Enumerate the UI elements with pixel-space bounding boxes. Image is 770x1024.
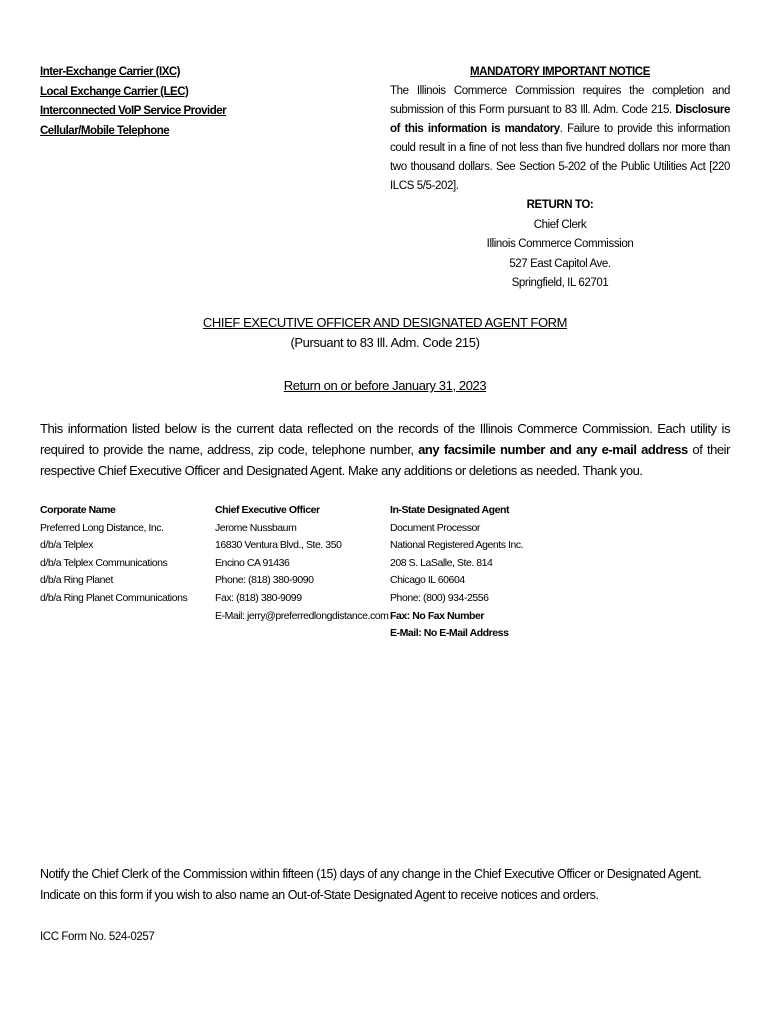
intro-paragraph bbox=[40, 418, 730, 481]
intro-text-2: of their respective Chief Executive Officer and Designated Agent. Make any additions or deletions as needed. Thank you. bbox=[40, 442, 731, 478]
intro-text-1: This information listed below is the current data reflected on the records of the Illinois Commerce Commission. Each utility is required to provide the name, address, zip code, telephone number, bbox=[40, 421, 730, 457]
return-deadline: Return on or before January 31, 2023 bbox=[283, 378, 487, 393]
notice-text-2: . Failure to provide this information could result in a fine of not less than five hundred dollars nor more than two thousand dollars. See Section 5-202 of the Public Utilities Act [220 ILCS 5/5-202]. bbox=[390, 123, 730, 192]
return-to-line: Chief Clerk bbox=[533, 218, 587, 231]
ceo-line: 16830 Ventura Blvd., Ste. 350 bbox=[215, 539, 342, 552]
corporate-name-line: d/b/a Ring Planet bbox=[40, 574, 113, 587]
designated-agent-line: Chicago IL 60604 bbox=[390, 574, 465, 587]
ceo-line: Phone: (818) 380-9090 bbox=[215, 574, 314, 587]
carrier-type-voip: Interconnected VoIP Service Provider bbox=[40, 105, 227, 117]
notify-line-2: Indicate on this form if you wish to also name an Out-of-State Designated Agent to receive notices and orders. bbox=[40, 888, 599, 902]
mandatory-notice bbox=[390, 63, 730, 196]
designated-agent-line: Phone: (800) 934-2556 bbox=[390, 591, 489, 604]
ceo-line: E-Mail: jerry@preferredlongdistance.com bbox=[215, 609, 389, 622]
form-number: ICC Form No. 524-0257 bbox=[40, 931, 155, 943]
notice-text-bold: Disclosure of this information is mandatory bbox=[390, 104, 730, 135]
notice-heading: MANDATORY IMPORTANT NOTICE bbox=[470, 66, 650, 78]
corporate-name-column bbox=[40, 502, 210, 608]
return-to-line: Illinois Commerce Commission bbox=[486, 238, 634, 250]
designated-agent-heading: In-State Designated Agent bbox=[390, 504, 510, 516]
designated-agent-line: Document Processor bbox=[390, 521, 480, 534]
return-to-line: 527 East Capitol Ave. bbox=[509, 257, 611, 270]
return-to-line: Springfield, IL 62701 bbox=[511, 277, 609, 289]
ceo-heading: Chief Executive Officer bbox=[215, 504, 320, 516]
return-to-address bbox=[390, 196, 730, 294]
ceo-column bbox=[215, 502, 390, 625]
designated-agent-line: 208 S. LaSalle, Ste. 814 bbox=[390, 556, 493, 569]
carrier-type-cellular: Cellular/Mobile Telephone bbox=[40, 124, 170, 137]
corporate-name-heading: Corporate Name bbox=[40, 504, 116, 516]
ceo-line: Fax: (818) 380-9099 bbox=[215, 591, 302, 604]
form-title-block bbox=[0, 313, 770, 353]
notice-body bbox=[390, 82, 730, 196]
corporate-name-line: Preferred Long Distance, Inc. bbox=[40, 521, 164, 534]
form-title: CHIEF EXECUTIVE OFFICER AND DESIGNATED AGENT FORM bbox=[202, 315, 568, 330]
intro-text-bold: any facsimile number and any e-mail address bbox=[418, 442, 688, 457]
ceo-line: Jerome Nussbaum bbox=[215, 521, 297, 534]
ceo-line: Encino CA 91436 bbox=[215, 556, 290, 569]
corporate-name-line: d/b/a Telplex Communications bbox=[40, 556, 168, 569]
designated-agent-email: E-Mail: No E-Mail Address bbox=[390, 627, 509, 640]
return-to-heading: RETURN TO: bbox=[526, 199, 594, 211]
designated-agent-line: National Registered Agents Inc. bbox=[390, 539, 524, 552]
designated-agent-fax: Fax: No Fax Number bbox=[390, 609, 485, 622]
corporate-name-line: d/b/a Telplex bbox=[40, 539, 93, 552]
notice-text-1: The Illinois Commerce Commission requires the completion and submission of this Form pursuant to 83 Ill. Adm. Code 215. bbox=[390, 85, 730, 116]
carrier-type-list bbox=[40, 63, 340, 141]
notify-instructions bbox=[40, 864, 730, 906]
designated-agent-column bbox=[390, 502, 590, 643]
corporate-name-line: d/b/a Ring Planet Communications bbox=[40, 591, 188, 604]
carrier-type-lec: Local Exchange Carrier (LEC) bbox=[40, 85, 189, 98]
form-subtitle: (Pursuant to 83 Ill. Adm. Code 215) bbox=[290, 335, 480, 350]
notify-line-1: Notify the Chief Clerk of the Commission within fifteen (15) days of any change in the Chief Executive Officer or Designated Agent. bbox=[40, 867, 702, 881]
carrier-type-ixc: Inter-Exchange Carrier (IXC) bbox=[40, 66, 181, 78]
